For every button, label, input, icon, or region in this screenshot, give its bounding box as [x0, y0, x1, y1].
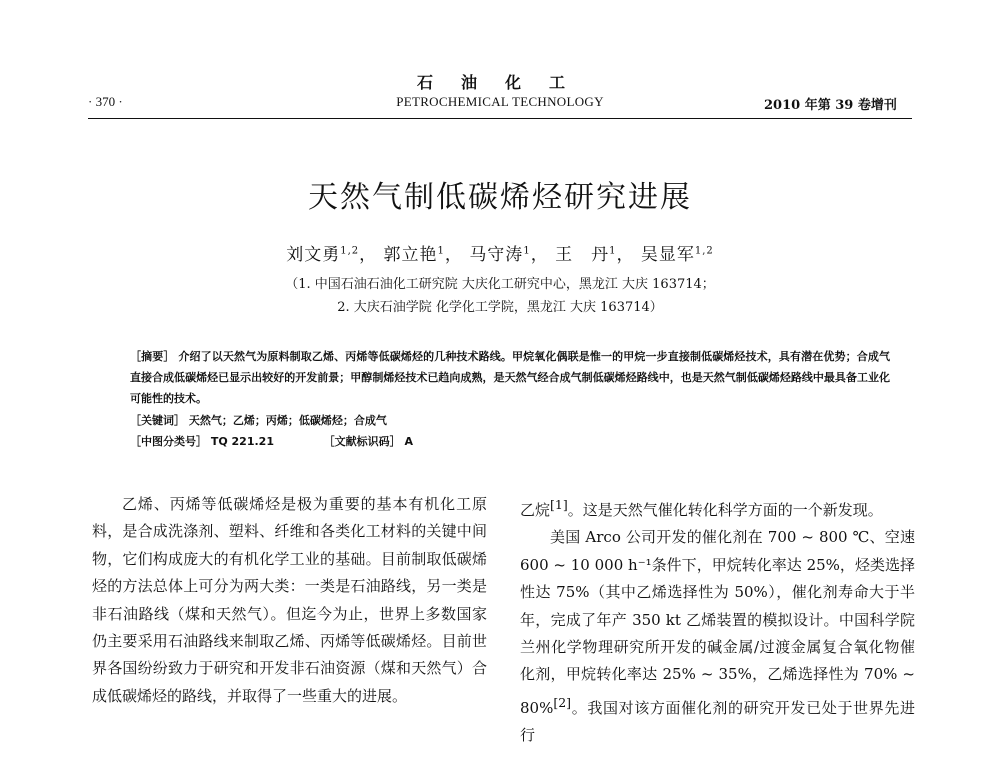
issue-info: 2010 年第 39 卷增刊 — [764, 98, 897, 113]
article-title: 天然气制低碳烯烃研究进展 — [308, 180, 692, 215]
clc-code: TQ 221.21 — [210, 435, 274, 448]
author-affiliation-mark: 1,2 — [340, 245, 360, 257]
author-separator: ， — [444, 245, 463, 265]
doc-code-label: ［文献标识码］ — [323, 435, 401, 448]
author-separator: ， — [616, 245, 635, 265]
body-text: 美国 Arco 公司开发的催化剂在 700 ~ 800 ℃、空速 600 ~ 10 000 h⁻¹条件下，甲烷转化率达 25%，烃类选择性达 75%（其中乙烯选择性为 50%），催化剂寿命大于半年，完成了年产 350 kt 乙烯装置的模拟设计。中国科学院兰州化学物理研究所开发的碱金属/过渡金属复合氧化物催化剂，甲烷转化率达 25% ~ 35%，乙烯选择性为 70% ~ 80% — [520, 528, 915, 717]
body-paragraph: 乙烯、丙烯等低碳烯烃是极为重要的基本有机化工原料，是合成洗涤剂、塑料、纤维和各类化工材料的关键中间物，它们构成庞大的有机化学工业的基础。目前制取低碳烯烃的方法总体上可分为两大类：一类是石油路线，另一类是非石油路线（煤和天然气）。但迄今为止，世界上多数国家仍主要采用石油路线来制取乙烯、丙烯等低碳烯烃。目前世界各国纷纷致力于研究和开发非石油资源（煤和天然气）合成低碳烯烃的路线，并取得了一些重大的进展。 — [92, 495, 487, 705]
author-affiliation-mark: 1 — [437, 245, 445, 257]
body-text: 。这是天然气催化转化科学方面的一个新发现。 — [567, 501, 883, 519]
keywords-text: 天然气；乙烯；丙烯；低碳烯烃；合成气 — [188, 414, 387, 427]
classification — [130, 431, 890, 452]
author-name: 吴显军 — [640, 245, 695, 265]
author-name: 马守涛 — [469, 245, 524, 265]
abstract-text: 介绍了以天然气为原料制取乙烯、丙烯等低碳烯烃的几种技术路线。甲烷氧化偶联是惟一的甲烷一步直接制低碳烯烃技术，具有潜在优势；合成气直接合成低碳烯烃已显示出较好的开发前景；甲醇制烯烃技术已趋向成熟，是天然气经合成气制低碳烯烃路线中，也是天然气制低碳烯烃路线中最具备工业化可能性的技术。 — [130, 350, 890, 405]
abstract-label: ［摘要］ — [130, 350, 175, 363]
author-separator: ， — [359, 245, 378, 265]
author-name: 王 丹 — [555, 245, 610, 265]
body-paragraph — [520, 524, 915, 749]
page-number: · 370 · — [88, 94, 123, 109]
journal-title-en: PETROCHEMICAL TECHNOLOGY — [396, 94, 604, 109]
keywords-label: ［关键词］ — [130, 414, 185, 427]
journal-title-cn: 石油化工 — [416, 73, 593, 92]
body-paragraph — [520, 491, 915, 524]
body-column-right — [520, 491, 915, 750]
keywords — [130, 410, 890, 431]
body-column-left — [92, 491, 487, 710]
citation: [2] — [553, 694, 572, 710]
affiliation-2: 2. 大庆石油学院 化学化工学院，黑龙江 大庆 163714） — [337, 300, 663, 315]
affiliation-1: （1. 中国石油石油化工研究院 大庆化工研究中心，黑龙江 大庆 163714； — [285, 277, 715, 292]
author-name: 郭立艳 — [383, 245, 438, 265]
abstract — [130, 346, 890, 409]
author-list — [150, 240, 850, 265]
author-affiliation-mark: 1 — [609, 245, 617, 257]
author-name: 刘文勇 — [286, 245, 341, 265]
doc-code: A — [404, 435, 414, 448]
author-affiliation-mark: 1 — [523, 245, 531, 257]
header-rule — [88, 118, 912, 119]
clc-label: ［中图分类号］ — [130, 435, 207, 448]
author-affiliation-mark: 1,2 — [694, 245, 714, 257]
body-text: 乙烷 — [520, 501, 551, 519]
body-text: 。我国对该方面催化剂的研究开发已处于世界先进行 — [520, 698, 915, 745]
citation: [1] — [550, 497, 568, 512]
author-separator: ， — [530, 245, 549, 265]
